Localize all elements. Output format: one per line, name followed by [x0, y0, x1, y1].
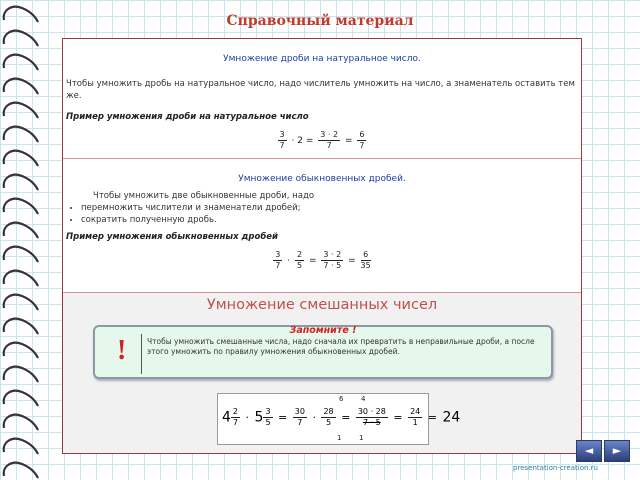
fraction: $\frac{6}{7}$ [359, 130, 365, 150]
section-mixed-numbers [63, 293, 581, 453]
fraction: $\frac{3 \cdot 2}{7 \cdot 5}$ [323, 250, 342, 270]
fraction: $\frac{2}{5}$ [297, 250, 303, 270]
spiral-ring [4, 79, 38, 94]
cancel-annotation: 4 [361, 395, 366, 403]
fraction: $\frac{3}{5}$ [265, 407, 271, 427]
section2-heading: Умножение обыкновенных дробей. [238, 174, 406, 184]
spiral-ring [4, 295, 38, 310]
section2-example-title: Пример умножения обыкновенных дробей [66, 232, 278, 242]
calculation-line: 4 $\frac{2}{7}$ · 5 $\frac{3}{5}$ = $\frac{30}{7}$ · $\frac{28}{5}$ = $\frac{30 \cdot 28}{7 \cdot 5}$ = $\frac{24}{1}$ = 24 [222, 407, 461, 427]
section3-heading: Умножение смешанных чисел [206, 297, 438, 313]
spiral-ring [4, 367, 38, 382]
section1-example-title: Пример умножения дроби на натуральное число [66, 112, 309, 122]
spiral-ring [4, 127, 38, 142]
spiral-ring [4, 415, 38, 430]
spiral-ring [4, 151, 38, 166]
site-credit: presentation-creation.ru [513, 464, 598, 472]
remember-card [93, 325, 553, 379]
fraction: $\frac{6}{35}$ [360, 250, 371, 270]
section2-intro: Чтобы умножить две обыкновенные дроби, надо [93, 191, 315, 201]
spiral-ring [4, 463, 38, 478]
section2-steps [63, 202, 581, 226]
section1-heading: Умножение дроби на натуральное число. [223, 54, 421, 64]
spiral-ring [4, 439, 38, 454]
fraction: $\frac{3 \cdot 2}{7}$ [320, 130, 339, 150]
spiral-ring [4, 103, 38, 118]
fraction: $\frac{2}{7}$ [232, 407, 239, 427]
page-title: Справочный материал [226, 13, 414, 29]
section-fraction-by-natural [63, 39, 581, 159]
spiral-ring [4, 247, 38, 262]
remember-rule: Чтобы умножить смешанные числа, надо сначала их превратить в неправильные дроби, а после этого умножить по правилу умножения обыкновенных дробей. [147, 337, 535, 356]
fraction: $\frac{28}{5}$ [323, 407, 334, 427]
next-slide-button[interactable]: ► [604, 440, 630, 462]
divider [141, 334, 142, 374]
remember-title: Запомните ! [289, 325, 357, 336]
notebook-spiral [0, 0, 46, 480]
fraction: $\frac{30}{7}$ [294, 407, 305, 427]
section-fraction-multiplication [63, 159, 581, 293]
fraction: $\frac{3}{7}$ [275, 250, 281, 270]
mixed-calculation [217, 393, 461, 445]
cancel-annotation: 1 [337, 434, 342, 442]
spiral-ring [4, 223, 38, 238]
content-panel [62, 38, 582, 454]
prev-slide-button[interactable]: ◄ [576, 440, 602, 462]
section2-equation: $\frac{3}{7}$ · $\frac{2}{5}$ = $\frac{3 \cdot 2}{7 \cdot 5}$ = $\frac{6}{35}$ [275, 250, 371, 270]
spiral-ring [4, 199, 38, 214]
spiral-ring [4, 55, 38, 70]
exclamation-icon: ! [117, 335, 127, 366]
spiral-ring [4, 31, 38, 46]
fraction: $\frac{24}{1}$ [410, 407, 421, 427]
step-item: • сократить полученную дробь. [81, 214, 581, 226]
spiral-ring [4, 343, 38, 358]
cancel-annotation: 1 [359, 434, 364, 442]
section1-rule: Чтобы умножить дробь на натуральное число, надо числитель умножить на число, а знаменатель оставить тем же. [66, 79, 575, 101]
spiral-ring [4, 175, 38, 190]
fraction: $\frac{30 \cdot 28}{7 \cdot 5}$ [357, 407, 386, 427]
spiral-ring [4, 319, 38, 334]
spiral-ring [4, 271, 38, 286]
section1-equation: $\frac{3}{7}$ · 2 = $\frac{3 \cdot 2}{7}$ = $\frac{6}{7}$ [279, 130, 365, 150]
result-value: 24 [442, 409, 461, 426]
spiral-ring [4, 391, 38, 406]
cancel-annotation: 6 [339, 395, 344, 403]
fraction: $\frac{3}{7}$ [279, 130, 285, 150]
step-item: • перемножить числители и знаменатели дробей; [81, 202, 581, 214]
